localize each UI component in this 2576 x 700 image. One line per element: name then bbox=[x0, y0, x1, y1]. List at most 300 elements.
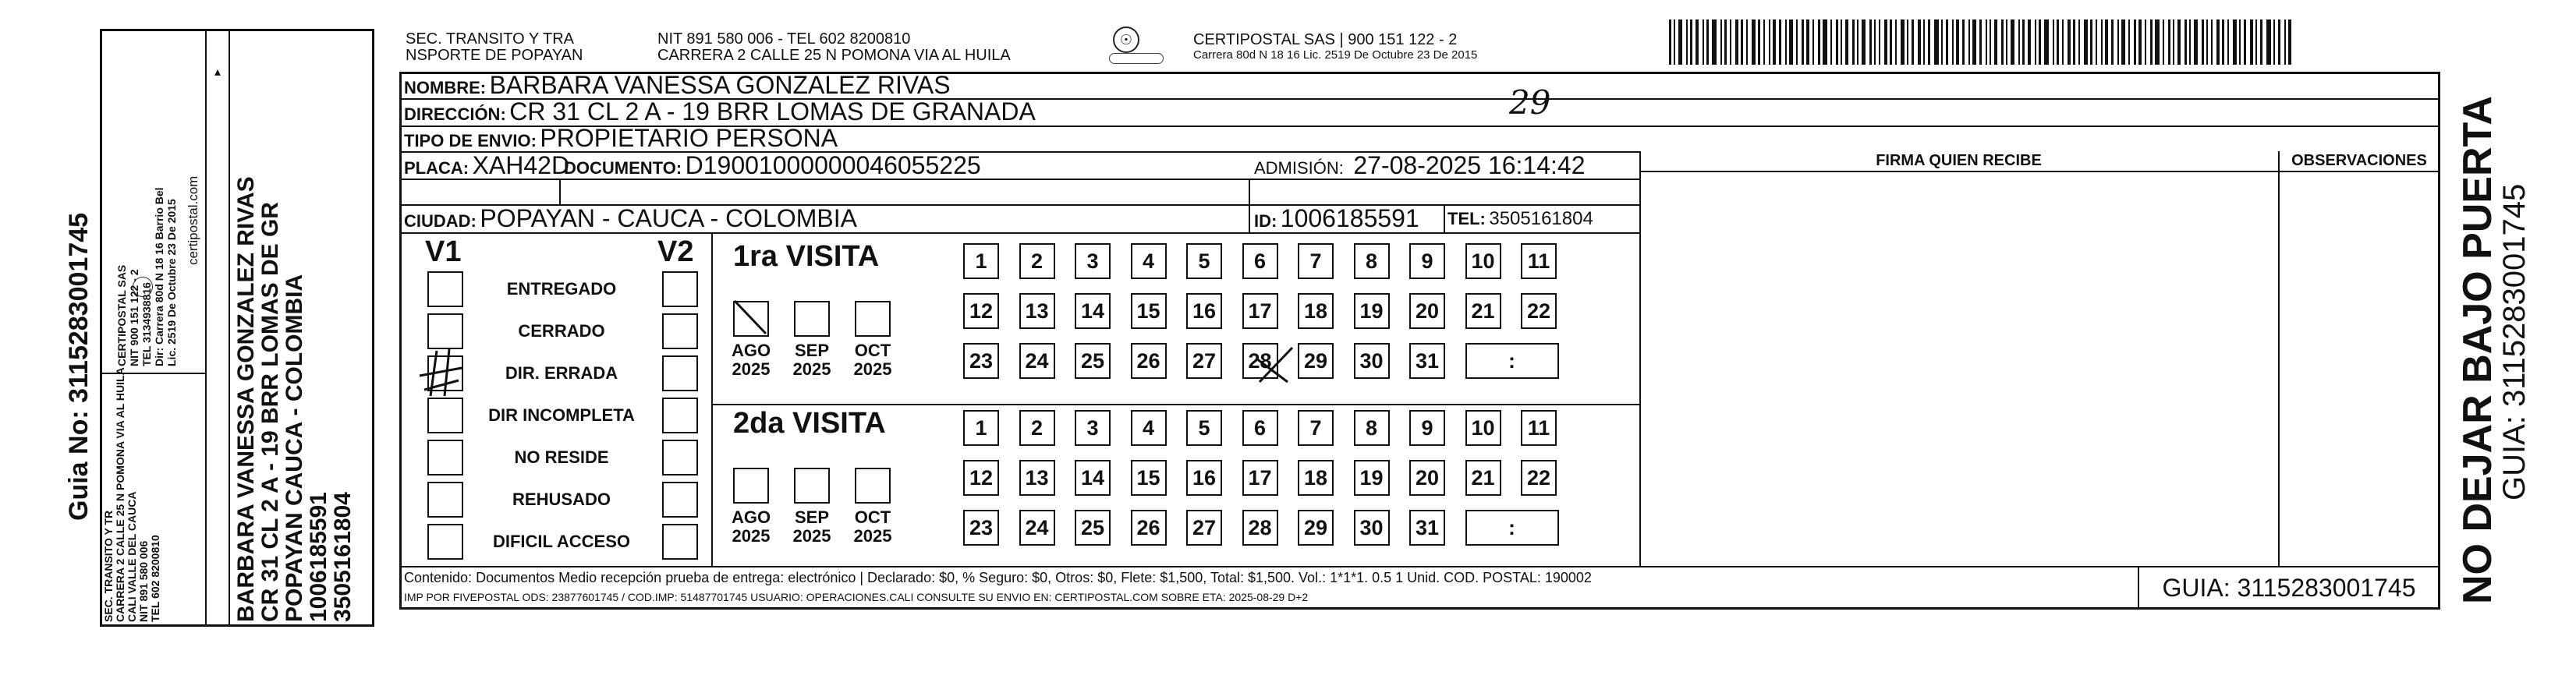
barcode-bar bbox=[1706, 19, 1709, 65]
day-checkbox[interactable]: 21 bbox=[1465, 460, 1501, 496]
month-checkbox[interactable] bbox=[855, 301, 891, 337]
barcode-bar bbox=[2011, 19, 2014, 65]
v1-checkbox[interactable] bbox=[427, 482, 463, 518]
barcode-bar bbox=[1796, 19, 1798, 65]
reason-label: REHUSADO bbox=[512, 490, 611, 509]
stub-sender-line: NIT 891 580 006 bbox=[137, 540, 150, 622]
field-label: TIPO DE ENVIO: bbox=[404, 131, 537, 150]
barcode-bar bbox=[1928, 19, 1930, 65]
barcode-bar bbox=[1741, 19, 1743, 65]
col-rule bbox=[1249, 179, 1250, 232]
barcode-bar bbox=[2244, 19, 2246, 65]
company-logo-icon: ☉ bbox=[1113, 27, 1139, 53]
reason-label: CERRADO bbox=[518, 321, 605, 341]
barcode-bar bbox=[2216, 19, 2220, 65]
barcode-bar bbox=[2194, 19, 2198, 65]
handwritten-checkmark-icon bbox=[413, 345, 468, 399]
barcode-bar bbox=[1674, 19, 1675, 65]
field-label: TEL: bbox=[1447, 209, 1486, 228]
barcode-bar bbox=[1724, 19, 1727, 65]
day-checkbox[interactable]: 17 bbox=[1242, 293, 1278, 329]
day-checkbox[interactable]: 23 bbox=[963, 343, 999, 379]
barcode-bar bbox=[2233, 19, 2237, 65]
header-company bbox=[1193, 31, 1477, 62]
barcode-bar bbox=[2018, 19, 2020, 65]
v1-label: V1 bbox=[425, 235, 462, 268]
day-checkbox[interactable]: 19 bbox=[1354, 460, 1390, 496]
barcode-bar bbox=[1990, 19, 1991, 65]
barcode-bar bbox=[1874, 19, 1876, 65]
v1-checkbox[interactable] bbox=[427, 398, 463, 433]
day-checkbox[interactable]: 12 bbox=[963, 460, 999, 496]
stub-sender-line: CARRERA 2 CALLE 25 N POMONA VIA AL HUILA bbox=[114, 367, 126, 622]
barcode-bar bbox=[1862, 19, 1866, 65]
time-field[interactable]: : bbox=[1465, 510, 1559, 546]
reason-label: NO RESIDE bbox=[514, 447, 609, 467]
barcode-bar bbox=[1789, 19, 1793, 65]
barcode-bar bbox=[1934, 19, 1939, 65]
barcode-bar bbox=[2101, 19, 2103, 65]
field-label: CIUDAD: bbox=[404, 211, 477, 231]
stub-recipient-line: CR 31 CL 2 A - 19 BRR LOMAS DE GR bbox=[257, 202, 283, 622]
barcode-bar bbox=[1818, 19, 1820, 65]
barcode-bar bbox=[1735, 19, 1738, 65]
day-checkbox[interactable]: 11 bbox=[1521, 410, 1557, 446]
barcode-bar bbox=[2035, 19, 2036, 65]
v2-checkbox[interactable] bbox=[662, 482, 698, 518]
barcode-bar bbox=[2168, 19, 2170, 65]
first-visit-title: 1ra VISITA bbox=[733, 240, 880, 273]
barcode-bar bbox=[1923, 19, 1925, 65]
barcode-bar bbox=[1773, 19, 1776, 65]
day-checkbox[interactable]: 3 bbox=[1075, 410, 1111, 446]
month-checkbox[interactable] bbox=[733, 468, 769, 504]
col-observaciones: OBSERVACIONES bbox=[2291, 152, 2427, 169]
barcode-bar bbox=[2128, 19, 2130, 65]
day-checkbox[interactable]: 4 bbox=[1131, 243, 1167, 279]
day-checkbox[interactable]: 3 bbox=[1075, 243, 1111, 279]
month-label bbox=[725, 508, 777, 546]
header-sender bbox=[406, 31, 583, 64]
stub-company-line: NIT 900 151 122 - 2 bbox=[128, 269, 140, 366]
barcode-bar bbox=[2189, 19, 2191, 65]
barcode-bar bbox=[2134, 19, 2136, 65]
barcode-bar bbox=[2145, 19, 2146, 65]
day-checkbox[interactable]: 2 bbox=[1019, 243, 1055, 279]
barcode-bar bbox=[1979, 19, 1982, 65]
day-checkbox[interactable]: 10 bbox=[1465, 243, 1501, 279]
barcode-bar bbox=[2028, 19, 2031, 65]
stub-guia-number: Guia No: 3115283001745 bbox=[64, 212, 94, 521]
day-checkbox[interactable]: 8 bbox=[1354, 410, 1390, 446]
month-name: OCT bbox=[854, 507, 891, 527]
stub-mark-icon: ▴ bbox=[214, 65, 221, 79]
field-value: CR 31 CL 2 A - 19 BRR LOMAS DE GRANADA bbox=[509, 97, 1036, 126]
field-value: D19001000000046055225 bbox=[685, 151, 981, 179]
month-name: OCT bbox=[854, 341, 891, 360]
barcode-bar bbox=[1994, 19, 1997, 65]
day-checkbox[interactable]: 1 bbox=[963, 243, 999, 279]
stub-sender-block bbox=[103, 367, 161, 622]
day-checkbox[interactable]: 27 bbox=[1186, 510, 1222, 546]
handwritten-checkmark-icon bbox=[730, 296, 777, 343]
barcode-bar bbox=[1720, 19, 1722, 65]
reason-label: ENTREGADO bbox=[506, 279, 617, 299]
stub-recipient-line: 1006185591 bbox=[306, 492, 331, 622]
footer-imp: IMP POR FIVEPOSTAL ODS: 23877601745 / COD.IMP: 51487701745 USUARIO: OPERACIONES.CALI CONSULTE SU ENVIO EN: CERTIPOSTAL.COM SOBRE ETA: 2025-08-29 D+2 bbox=[404, 591, 1309, 603]
day-checkbox[interactable]: 5 bbox=[1186, 410, 1222, 446]
field-placa bbox=[404, 153, 569, 179]
field-label: ID: bbox=[1254, 211, 1277, 231]
v2-checkbox[interactable] bbox=[662, 271, 698, 307]
barcode-bar bbox=[2206, 19, 2208, 65]
day-checkbox[interactable]: 24 bbox=[1019, 343, 1055, 379]
header-company-line: CERTIPOSTAL SAS | 900 151 122 - 2 bbox=[1193, 31, 1458, 48]
v2-checkbox[interactable] bbox=[662, 398, 698, 433]
time-field[interactable]: : bbox=[1465, 343, 1559, 379]
barcode bbox=[1669, 19, 2293, 65]
barcode-bar bbox=[1712, 19, 1717, 65]
day-checkbox[interactable]: 14 bbox=[1075, 460, 1111, 496]
barcode-bar bbox=[2239, 19, 2241, 65]
barcode-bar bbox=[1746, 19, 1748, 65]
day-checkbox[interactable]: 21 bbox=[1465, 293, 1501, 329]
barcode-bar bbox=[1830, 19, 1832, 65]
field-value: BARBARA VANESSA GONZALEZ RIVAS bbox=[489, 71, 951, 99]
barcode-bar bbox=[1686, 19, 1688, 65]
barcode-bar bbox=[1802, 19, 1804, 65]
barcode-bar bbox=[2096, 19, 2097, 65]
barcode-bar bbox=[1678, 19, 1682, 65]
field-id bbox=[1254, 205, 1419, 232]
col-rule bbox=[559, 179, 561, 204]
barcode-bar bbox=[2288, 19, 2291, 65]
barcode-bar bbox=[1946, 19, 1948, 65]
day-checkbox[interactable]: 27 bbox=[1186, 343, 1222, 379]
reason-label: DIR INCOMPLETA bbox=[488, 405, 635, 425]
barcode-bar bbox=[2155, 19, 2160, 65]
barcode-bar bbox=[2273, 19, 2275, 65]
barcode-bar bbox=[2163, 19, 2164, 65]
barcode-bar bbox=[1962, 19, 1965, 65]
barcode-bar bbox=[1690, 19, 1692, 65]
month-checkbox[interactable] bbox=[855, 468, 891, 504]
barcode-bar bbox=[1695, 19, 1699, 65]
day-checkbox[interactable]: 30 bbox=[1354, 510, 1390, 546]
day-checkbox[interactable]: 7 bbox=[1298, 410, 1334, 446]
day-checkbox[interactable]: 11 bbox=[1521, 243, 1557, 279]
second-visit-title: 2da VISITA bbox=[733, 407, 886, 440]
day-checkbox[interactable]: 28 bbox=[1242, 343, 1278, 379]
day-checkbox[interactable]: 8 bbox=[1354, 243, 1390, 279]
handwritten-note: 29 bbox=[1509, 83, 1551, 122]
barcode-bar bbox=[2266, 19, 2271, 65]
stub-divider bbox=[229, 29, 230, 627]
barcode-bar bbox=[1852, 19, 1855, 65]
barcode-bar bbox=[2068, 19, 2071, 65]
day-checkbox[interactable]: 30 bbox=[1354, 343, 1390, 379]
barcode-bar bbox=[1763, 19, 1765, 65]
field-value: 3505161804 bbox=[1489, 208, 1593, 229]
stub-recipient-line: 3505161804 bbox=[330, 492, 356, 622]
barcode-bar bbox=[2084, 19, 2088, 65]
header-sender-line: SEC. TRANSITO Y TRA bbox=[406, 30, 574, 48]
barcode-bar bbox=[2121, 19, 2125, 65]
barcode-bar bbox=[1972, 19, 1976, 65]
barcode-bar bbox=[2177, 19, 2181, 65]
month-name: SEP bbox=[794, 341, 830, 360]
barcode-bar bbox=[1941, 19, 1943, 65]
field-ciudad bbox=[404, 205, 857, 232]
day-checkbox[interactable]: 22 bbox=[1521, 293, 1557, 329]
barcode-bar bbox=[2001, 19, 2004, 65]
field-label: NOMBRE: bbox=[404, 78, 487, 97]
stub-recipient-line: POPAYAN CAUCA - COLOMBIA bbox=[282, 274, 307, 622]
header-nit-line: CARRERA 2 CALLE 25 N POMONA VIA AL HUILA bbox=[657, 47, 1011, 64]
day-checkbox[interactable]: 25 bbox=[1075, 343, 1111, 379]
barcode-bar bbox=[1752, 19, 1756, 65]
company-logo-icon bbox=[1109, 53, 1164, 64]
month-label bbox=[847, 508, 898, 546]
field-label: PLACA: bbox=[404, 158, 469, 178]
day-checkbox[interactable]: 9 bbox=[1409, 243, 1445, 279]
day-checkbox[interactable]: 16 bbox=[1186, 293, 1222, 329]
day-checkbox[interactable]: 24 bbox=[1019, 510, 1055, 546]
barcode-bar bbox=[1884, 19, 1887, 65]
reason-label: DIFICIL ACCESO bbox=[492, 532, 630, 551]
day-checkbox[interactable]: 29 bbox=[1298, 510, 1334, 546]
barcode-bar bbox=[2202, 19, 2204, 65]
day-checkbox[interactable]: 1 bbox=[963, 410, 999, 446]
field-value: 1006185591 bbox=[1280, 204, 1419, 232]
day-checkbox[interactable]: 13 bbox=[1019, 460, 1055, 496]
day-checkbox[interactable]: 7 bbox=[1298, 243, 1334, 279]
barcode-bar bbox=[2039, 19, 2041, 65]
barcode-bar bbox=[2211, 19, 2213, 65]
day-checkbox[interactable]: 28 bbox=[1242, 510, 1278, 546]
side-guia: GUIA: 3115283001745 bbox=[2497, 183, 2532, 500]
barcode-bar bbox=[1779, 19, 1781, 65]
field-tel bbox=[1447, 205, 1593, 232]
day-checkbox[interactable]: 9 bbox=[1409, 410, 1445, 446]
month-name: SEP bbox=[794, 507, 830, 527]
v2-checkbox[interactable] bbox=[662, 313, 698, 349]
day-checkbox[interactable]: 17 bbox=[1242, 460, 1278, 496]
v1-checkbox[interactable] bbox=[427, 524, 463, 560]
month-label bbox=[725, 341, 777, 379]
day-checkbox[interactable]: 20 bbox=[1409, 460, 1445, 496]
barcode-bar bbox=[1669, 19, 1671, 65]
row-rule bbox=[711, 404, 1639, 405]
footer-contenido: Contenido: Documentos Medio recepción prueba de entrega: electrónico | Declarado: $0, % Seguro: $0, Otros: $0, Flete: $1,500, Total: $1,500. Vol.: 1*1*1. 0.5 1 Unid. COD. POSTAL: 190002 bbox=[404, 570, 1592, 585]
barcode-bar bbox=[1918, 19, 1921, 65]
barcode-bar bbox=[2250, 19, 2253, 65]
barcode-bar bbox=[2278, 19, 2280, 65]
month-year: 2025 bbox=[792, 359, 831, 379]
field-label: DOCUMENTO: bbox=[564, 158, 682, 178]
barcode-bar bbox=[2184, 19, 2187, 65]
barcode-bar bbox=[1841, 19, 1842, 65]
certipostal-logo-icon bbox=[133, 277, 153, 297]
barcode-bar bbox=[2284, 19, 2286, 65]
field-admision bbox=[1254, 153, 1586, 179]
handwritten-checkmark-icon bbox=[1252, 343, 1299, 390]
barcode-bar bbox=[1845, 19, 1848, 65]
v2-checkbox[interactable] bbox=[662, 440, 698, 476]
stub-company-line: Lic. 2519 De Octubre 23 De 2015 bbox=[165, 199, 178, 366]
row-rule bbox=[1639, 171, 2440, 172]
day-checkbox[interactable]: 13 bbox=[1019, 293, 1055, 329]
barcode-bar bbox=[2078, 19, 2080, 65]
barcode-bar bbox=[1812, 19, 1814, 65]
barcode-bar bbox=[2053, 19, 2054, 65]
barcode-bar bbox=[1703, 19, 1704, 65]
day-checkbox[interactable]: 26 bbox=[1131, 343, 1167, 379]
barcode-bar bbox=[2062, 19, 2064, 65]
field-direccion bbox=[404, 99, 1036, 125]
month-year: 2025 bbox=[792, 526, 831, 546]
day-checkbox[interactable]: 14 bbox=[1075, 293, 1111, 329]
month-name: AGO bbox=[731, 507, 771, 527]
day-checkbox[interactable]: 18 bbox=[1298, 293, 1334, 329]
field-value: POPAYAN - CAUCA - COLOMBIA bbox=[480, 204, 857, 232]
day-checkbox[interactable]: 25 bbox=[1075, 510, 1111, 546]
barcode-bar bbox=[1968, 19, 1970, 65]
v1-checkbox[interactable] bbox=[427, 440, 463, 476]
day-checkbox[interactable]: 16 bbox=[1186, 460, 1222, 496]
row-rule bbox=[399, 232, 1639, 234]
header-nit bbox=[657, 31, 1011, 64]
barcode-bar bbox=[2073, 19, 2075, 65]
stub-recipient-block bbox=[234, 176, 355, 622]
barcode-bar bbox=[2227, 19, 2229, 65]
barcode-bar bbox=[1879, 19, 1880, 65]
day-checkbox[interactable]: 19 bbox=[1354, 293, 1390, 329]
footer-guia: GUIA: 3115283001745 bbox=[2162, 574, 2416, 602]
month-name: AGO bbox=[731, 341, 771, 360]
day-checkbox[interactable]: 10 bbox=[1465, 410, 1501, 446]
barcode-bar bbox=[1869, 19, 1872, 65]
day-checkbox[interactable]: 31 bbox=[1409, 343, 1445, 379]
field-value: 27-08-2025 16:14:42 bbox=[1353, 151, 1586, 179]
day-checkbox[interactable]: 2 bbox=[1019, 410, 1055, 446]
barcode-bar bbox=[1952, 19, 1954, 65]
barcode-bar bbox=[2138, 19, 2142, 65]
field-label: ADMISIÓN: bbox=[1254, 158, 1344, 178]
barcode-bar bbox=[1836, 19, 1838, 65]
header-nit-line: NIT 891 580 006 - TEL 602 8200810 bbox=[657, 30, 911, 48]
stub-sender-line: CALI VALLE DEL CAUCA bbox=[126, 491, 138, 622]
header-sender-line: NSPORTE DE POPAYAN bbox=[406, 47, 583, 64]
barcode-bar bbox=[1901, 19, 1905, 65]
barcode-bar bbox=[1730, 19, 1731, 65]
barcode-bar bbox=[2150, 19, 2153, 65]
day-checkbox[interactable]: 22 bbox=[1521, 460, 1557, 496]
v2-checkbox[interactable] bbox=[662, 355, 698, 391]
v2-label: V2 bbox=[657, 235, 694, 268]
barcode-bar bbox=[2255, 19, 2257, 65]
field-value: XAH42D bbox=[472, 151, 570, 179]
col-rule bbox=[2278, 151, 2280, 566]
header-company-line: Carrera 80d N 18 16 Lic. 2519 De Octubre 23 De 2015 bbox=[1193, 48, 1478, 62]
day-checkbox[interactable]: 4 bbox=[1131, 410, 1167, 446]
stub-sender-line: TEL 602 8200810 bbox=[149, 535, 161, 622]
side-warning: NO DEJAR BAJO PUERTA bbox=[2455, 95, 2500, 604]
col-rule bbox=[1639, 151, 1641, 566]
month-label bbox=[786, 508, 838, 546]
day-checkbox[interactable]: 31 bbox=[1409, 510, 1445, 546]
stub-sender-line: SEC. TRANSITO Y TR bbox=[102, 510, 115, 622]
field-value: PROPIETARIO PERSONA bbox=[540, 124, 838, 152]
stub-divider bbox=[205, 29, 207, 627]
day-checkbox[interactable]: 29 bbox=[1298, 343, 1334, 379]
barcode-bar bbox=[1823, 19, 1827, 65]
barcode-bar bbox=[2105, 19, 2108, 65]
v2-checkbox[interactable] bbox=[662, 524, 698, 560]
month-checkbox[interactable] bbox=[794, 468, 830, 504]
barcode-bar bbox=[1785, 19, 1787, 65]
stub-company-line: CERTIPOSTAL SAS bbox=[115, 264, 128, 366]
month-year: 2025 bbox=[732, 359, 771, 379]
day-checkbox[interactable]: 6 bbox=[1242, 410, 1278, 446]
barcode-bar bbox=[2260, 19, 2262, 65]
day-checkbox[interactable]: 18 bbox=[1298, 460, 1334, 496]
barcode-bar bbox=[2057, 19, 2059, 65]
barcode-bar bbox=[1857, 19, 1858, 65]
barcode-bar bbox=[2173, 19, 2174, 65]
day-checkbox[interactable]: 20 bbox=[1409, 293, 1445, 329]
day-checkbox[interactable]: 23 bbox=[963, 510, 999, 546]
barcode-bar bbox=[2111, 19, 2114, 65]
day-checkbox[interactable]: 6 bbox=[1242, 243, 1278, 279]
stub-website: certipostal.com bbox=[186, 175, 200, 265]
v1-checkbox[interactable] bbox=[427, 271, 463, 307]
field-label: DIRECCIÓN: bbox=[404, 104, 506, 124]
day-checkbox[interactable]: 15 bbox=[1131, 460, 1167, 496]
barcode-bar bbox=[1912, 19, 1914, 65]
barcode-bar bbox=[1758, 19, 1760, 65]
col-rule bbox=[1444, 204, 1445, 232]
barcode-bar bbox=[1986, 19, 1987, 65]
day-checkbox[interactable]: 26 bbox=[1131, 510, 1167, 546]
month-year: 2025 bbox=[853, 526, 892, 546]
col-firma: FIRMA QUIEN RECIBE bbox=[1876, 152, 2042, 169]
day-checkbox[interactable]: 15 bbox=[1131, 293, 1167, 329]
month-label bbox=[847, 341, 898, 379]
field-tipo-envio bbox=[404, 126, 838, 151]
barcode-bar bbox=[1907, 19, 1908, 65]
barcode-bar bbox=[2090, 19, 2092, 65]
day-checkbox[interactable]: 5 bbox=[1186, 243, 1222, 279]
barcode-bar bbox=[1890, 19, 1892, 65]
barcode-bar bbox=[1769, 19, 1770, 65]
month-label bbox=[786, 341, 838, 379]
day-checkbox[interactable]: 12 bbox=[963, 293, 999, 329]
stub-company-line: Dir: Carrera 80d N 18 16 Barrio Bel bbox=[153, 187, 165, 366]
month-year: 2025 bbox=[732, 526, 771, 546]
stub-company-line: TEL 3134938816 bbox=[140, 282, 153, 366]
barcode-bar bbox=[1956, 19, 1959, 65]
barcode-bar bbox=[2022, 19, 2025, 65]
barcode-bar bbox=[2006, 19, 2007, 65]
field-documento bbox=[564, 153, 981, 179]
barcode-bar bbox=[2044, 19, 2049, 65]
stub-recipient-line: BARBARA VANESSA GONZALEZ RIVAS bbox=[233, 176, 259, 622]
field-nombre bbox=[404, 72, 951, 98]
month-checkbox[interactable] bbox=[794, 301, 830, 337]
reason-label: DIR. ERRADA bbox=[505, 363, 618, 383]
col-rule bbox=[711, 232, 713, 566]
